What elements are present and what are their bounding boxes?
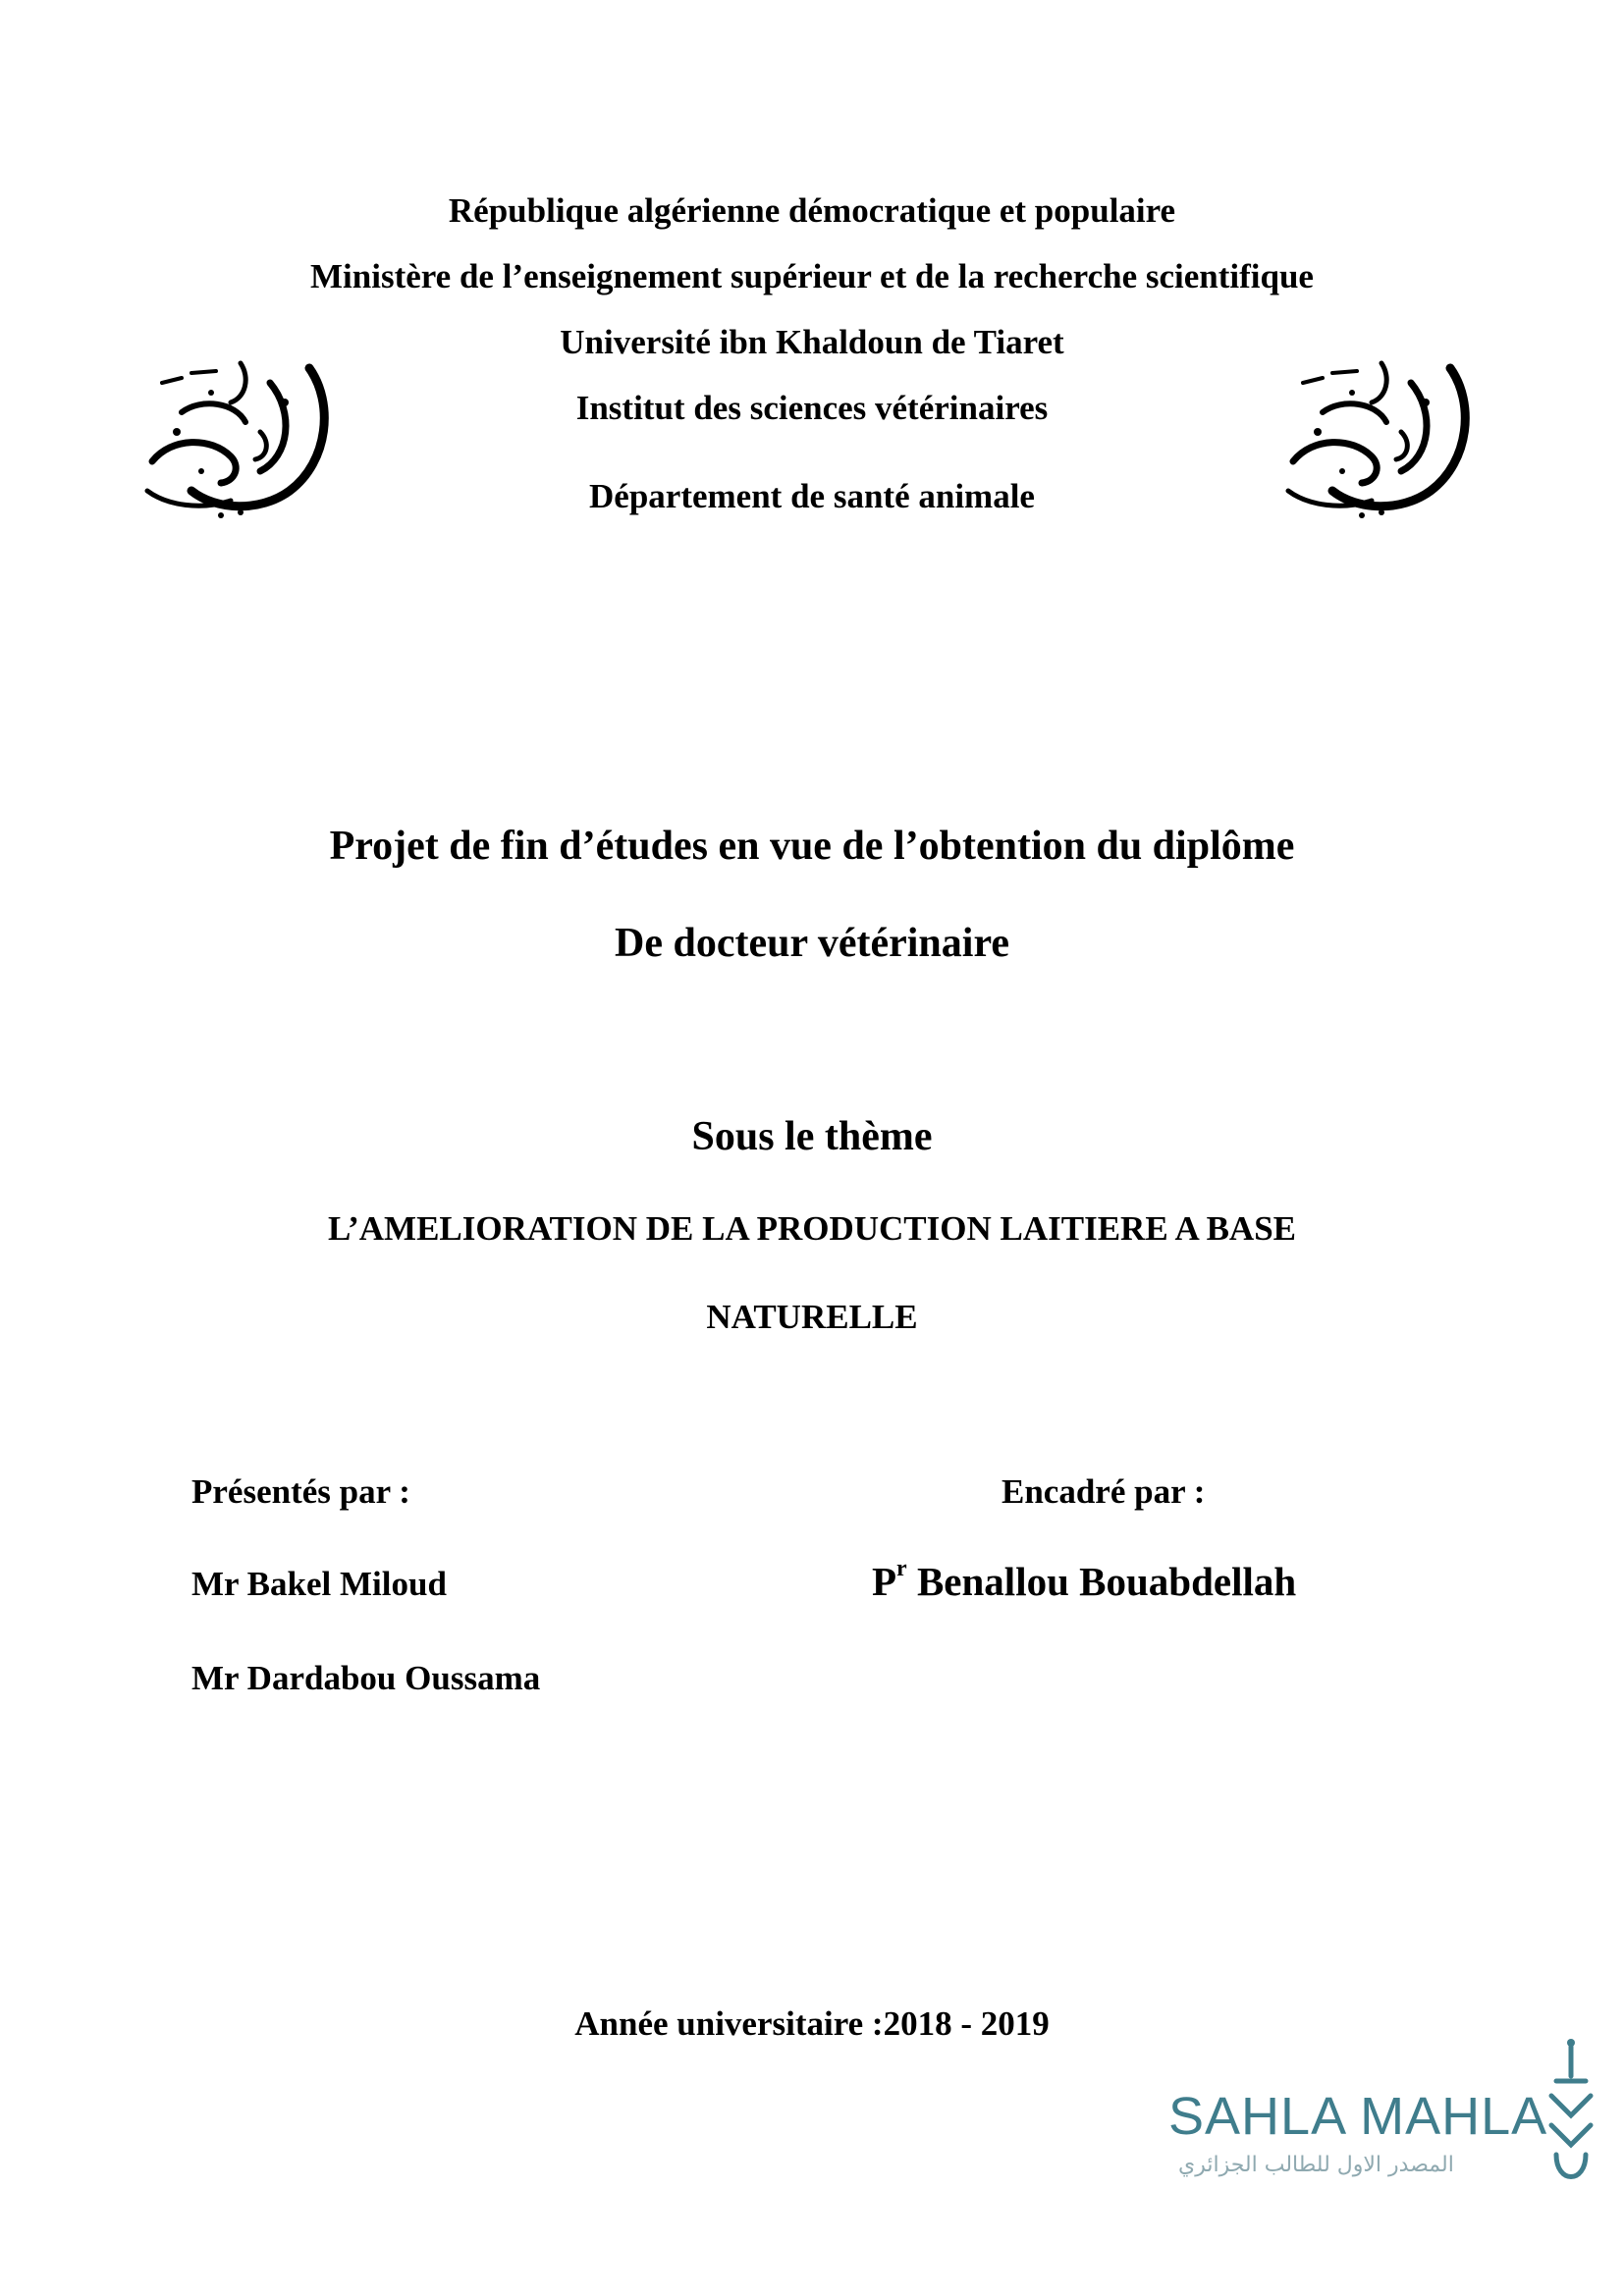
ministry-line: Ministère de l’enseignement supérieur et de la recherche scientifique (310, 257, 1314, 295)
calligraphy-logo-icon (123, 344, 339, 520)
supervisor-name: Benallou Bouabdellah (916, 1559, 1297, 1604)
presenters-label: Présentés par : (191, 1472, 410, 1511)
presenter-name-1: Mr Bakel Miloud (191, 1565, 447, 1603)
supervisor-title-superscript: r (896, 1556, 907, 1581)
project-line-2: De docteur vétérinaire (615, 921, 1009, 966)
sahla-mahla-watermark (1168, 2086, 1600, 2272)
department-line: Département de santé animale (589, 477, 1035, 515)
academic-year: Année universitaire :2018 - 2019 (574, 2004, 1050, 2043)
watermark-brand: SAHLA MAHLA (1168, 2087, 1548, 2146)
presenter-name-2: Mr Dardabou Oussama (191, 1659, 541, 1697)
supervisor-title-prefix: P (872, 1559, 897, 1604)
theme-title-line-2: NATURELLE (706, 1298, 918, 1336)
theme-title-line-1: L’AMELIORATION DE LA PRODUCTION LAITIERE A BASE (327, 1209, 1297, 1248)
supervisor-label: Encadré par : (1001, 1472, 1206, 1511)
institute-line: Institut des sciences vétérinaires (575, 389, 1049, 427)
university-line: Université ibn Khaldoun de Tiaret (560, 323, 1064, 361)
theme-heading: Sous le thème (691, 1114, 933, 1159)
sahla-mahla-logo-icon (1542, 2037, 1600, 2199)
watermark-tagline: المصدر الاول للطالب الجزائري (1178, 2153, 1454, 2177)
project-line-1: Projet de fin d’études en vue de l’obtention du diplôme (329, 824, 1295, 869)
republic-line: République algérienne démocratique et populaire (448, 191, 1176, 230)
supervisor-name-line (872, 1558, 1296, 1605)
university-logo-left (123, 344, 339, 525)
calligraphy-logo-icon (1264, 344, 1480, 520)
university-logo-right (1264, 344, 1480, 525)
